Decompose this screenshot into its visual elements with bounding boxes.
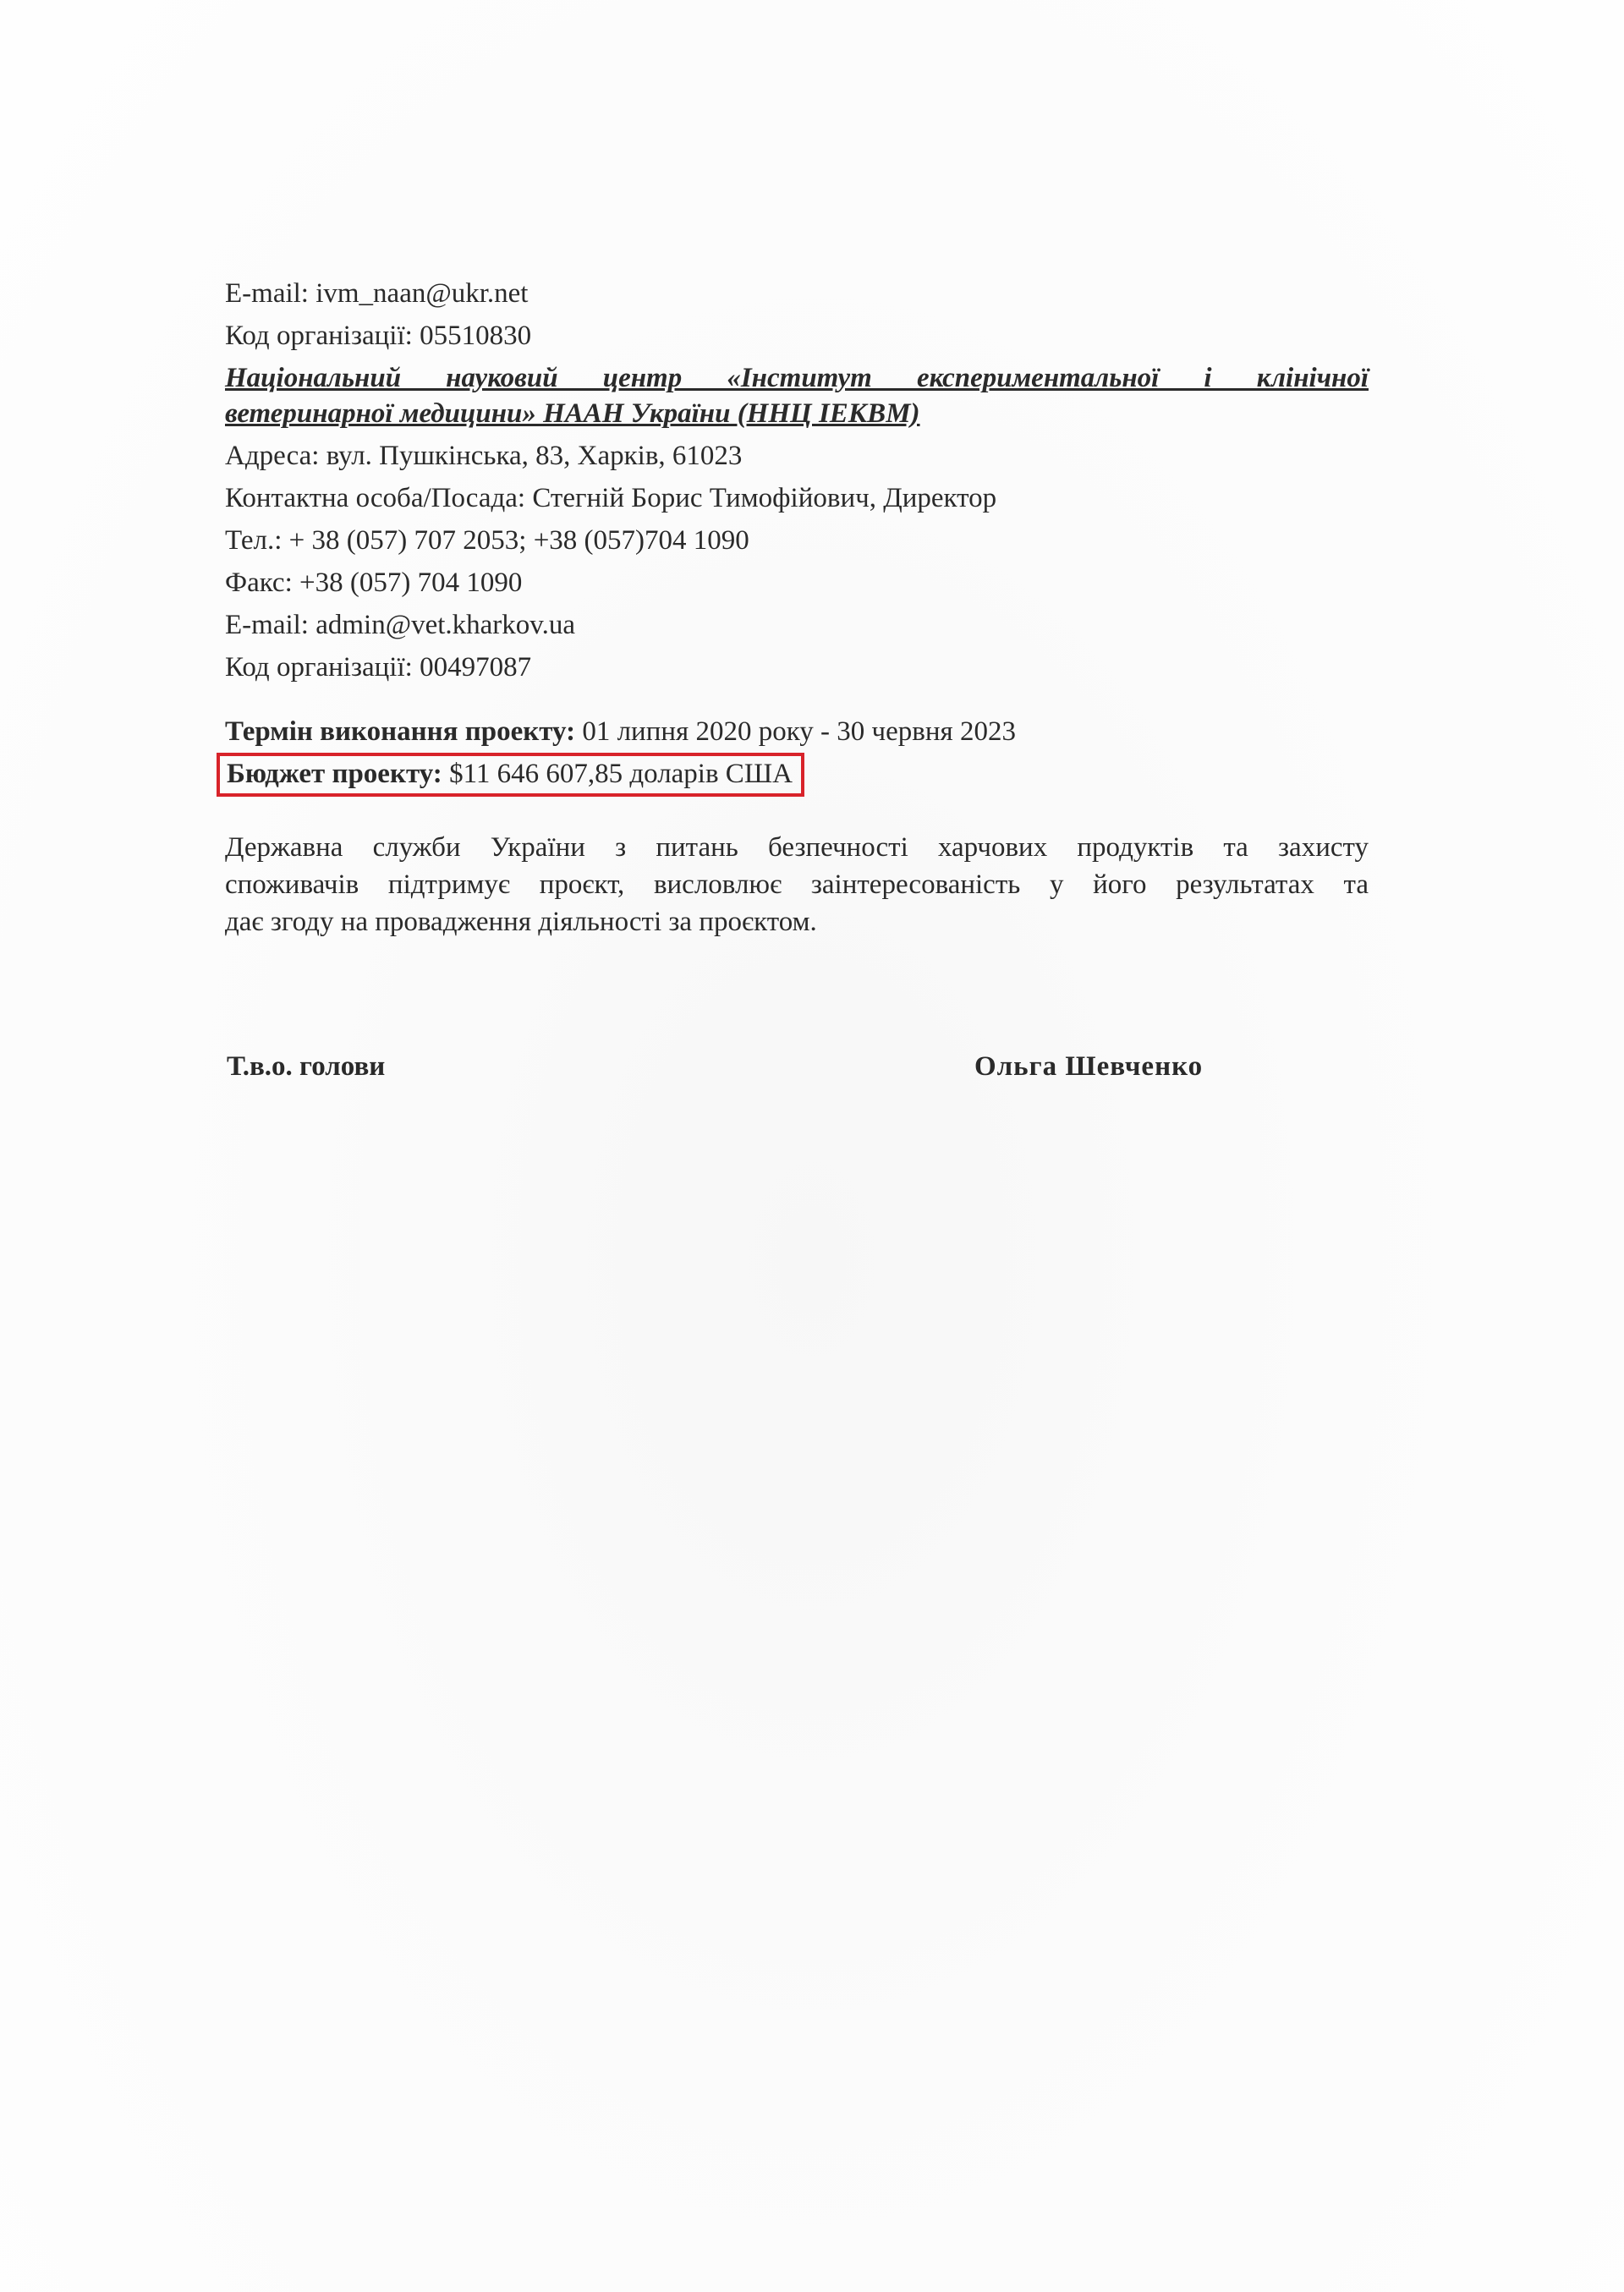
statement-line-1: Державна служби України з питань безпечності харчових продуктів та захисту [225,832,1369,863]
org1-email: E-mail: ivm_naan@ukr.net [225,278,529,309]
budget-highlight-box [217,753,804,797]
org2-contact-person: Контактна особа/Посада: Стегній Борис Тимофійович, Директор [225,483,997,513]
signatory-position: Т.в.о. голови [227,1051,386,1082]
project-budget-value: $11 646 607,85 доларів США [449,759,793,789]
org2-code: Код організації: 00497087 [225,652,532,683]
project-term [225,710,1369,753]
project-budget [225,753,1369,795]
project-budget-label: Бюджет проекту: [227,759,442,789]
org2-email: E-mail: admin@vet.kharkov.ua [225,610,576,640]
project-term-value: 01 липня 2020 року - 30 червня 2023 [582,716,1016,747]
document-body [225,272,1369,940]
org1-code: Код організації: 05510830 [225,321,532,351]
org2-name [225,360,1369,431]
org2-fax: Факс: +38 (057) 704 1090 [225,568,523,598]
org2-phone: Тел.: + 38 (057) 707 2053; +38 (057)704 1090 [225,525,749,556]
project-term-label: Термін виконання проекту: [225,716,576,747]
org2-address: Адреса: вул. Пушкінська, 83, Харків, 61023 [225,441,743,471]
org2-name-line2: ветеринарної медицини» НААН України (ННЦ ІЕКВМ) [225,398,920,429]
statement-line-3: дає згоду на провадження діяльності за проєктом. [225,907,817,937]
org2-name-line1: Національний науковий центр «Інститут експериментальної і клінічної [225,363,1369,393]
signatory-name: Ольга Шевченко [974,1051,1204,1082]
statement-line-2: споживачів підтримує проєкт, висловлює заінтересованість у його результатах та [225,869,1369,900]
support-statement [225,829,1369,940]
